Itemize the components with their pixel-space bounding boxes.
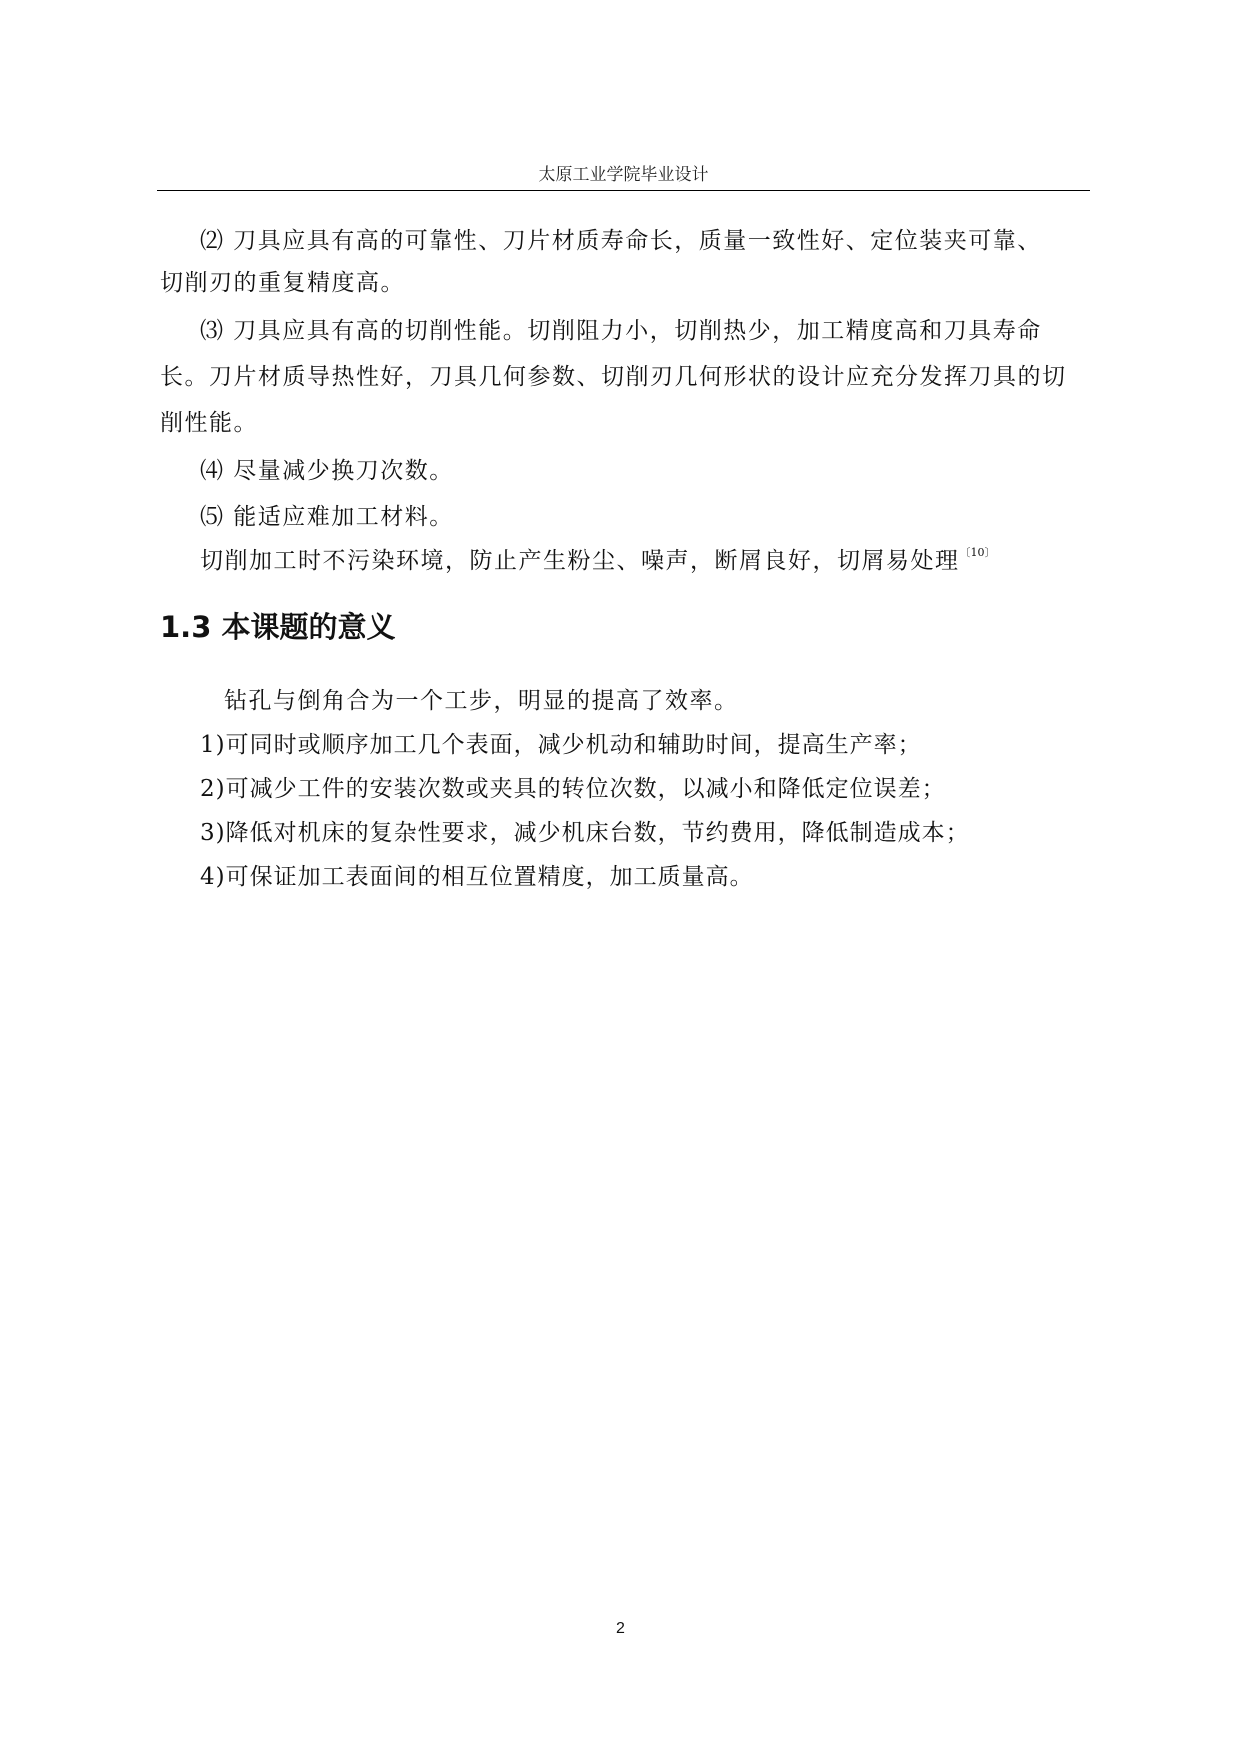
section-intro: 钻孔与倒角合为一个工步，明显的提高了效率。 [224, 688, 739, 714]
list-item-3-line-1: ⑶ 刀具应具有高的切削性能。切削阻力小，切削热少，加工精度高和刀具寿命 [200, 318, 1042, 344]
citation-ref: 〔10〕 [959, 546, 996, 559]
page-number: 2 [616, 1620, 625, 1637]
meaning-item-2: 2)可减少工件的安装次数或夹具的转位次数，以减小和降低定位误差； [200, 776, 946, 802]
list-item-2-line-1: ⑵ 刀具应具有高的可靠性、刀片材质寿命长，质量一致性好、定位装夹可靠、 [200, 228, 1042, 254]
list-item-4: ⑷ 尽量减少换刀次数。 [200, 458, 454, 484]
list-item-3-line-3: 削性能。 [160, 410, 258, 436]
meaning-item-4: 4)可保证加工表面间的相互位置精度，加工质量高。 [200, 864, 754, 890]
list-item-3-line-2: 长。刀片材质导热性好，刀具几何参数、切削刃几何形状的设计应充分发挥刀具的切 [160, 364, 1067, 390]
list-item-5: ⑸ 能适应难加工材料。 [200, 504, 454, 530]
list-item-2-line-2: 切削刃的重复精度高。 [160, 270, 405, 296]
header-rule [157, 190, 1090, 191]
page-header-title: 太原工业学院毕业设计 [538, 165, 709, 185]
list-item-6-text: 切削加工时不污染环境，防止产生粉尘、噪声，断屑良好，切屑易处理 [200, 548, 960, 574]
list-item-6 [200, 542, 996, 575]
meaning-item-3: 3)降低对机床的复杂性要求，减少机床台数，节约费用，降低制造成本； [200, 820, 970, 846]
section-heading: 1.3 本课题的意义 [160, 610, 396, 644]
meaning-item-1: 1)可同时或顺序加工几个表面，减少机动和辅助时间，提高生产率； [200, 732, 922, 758]
